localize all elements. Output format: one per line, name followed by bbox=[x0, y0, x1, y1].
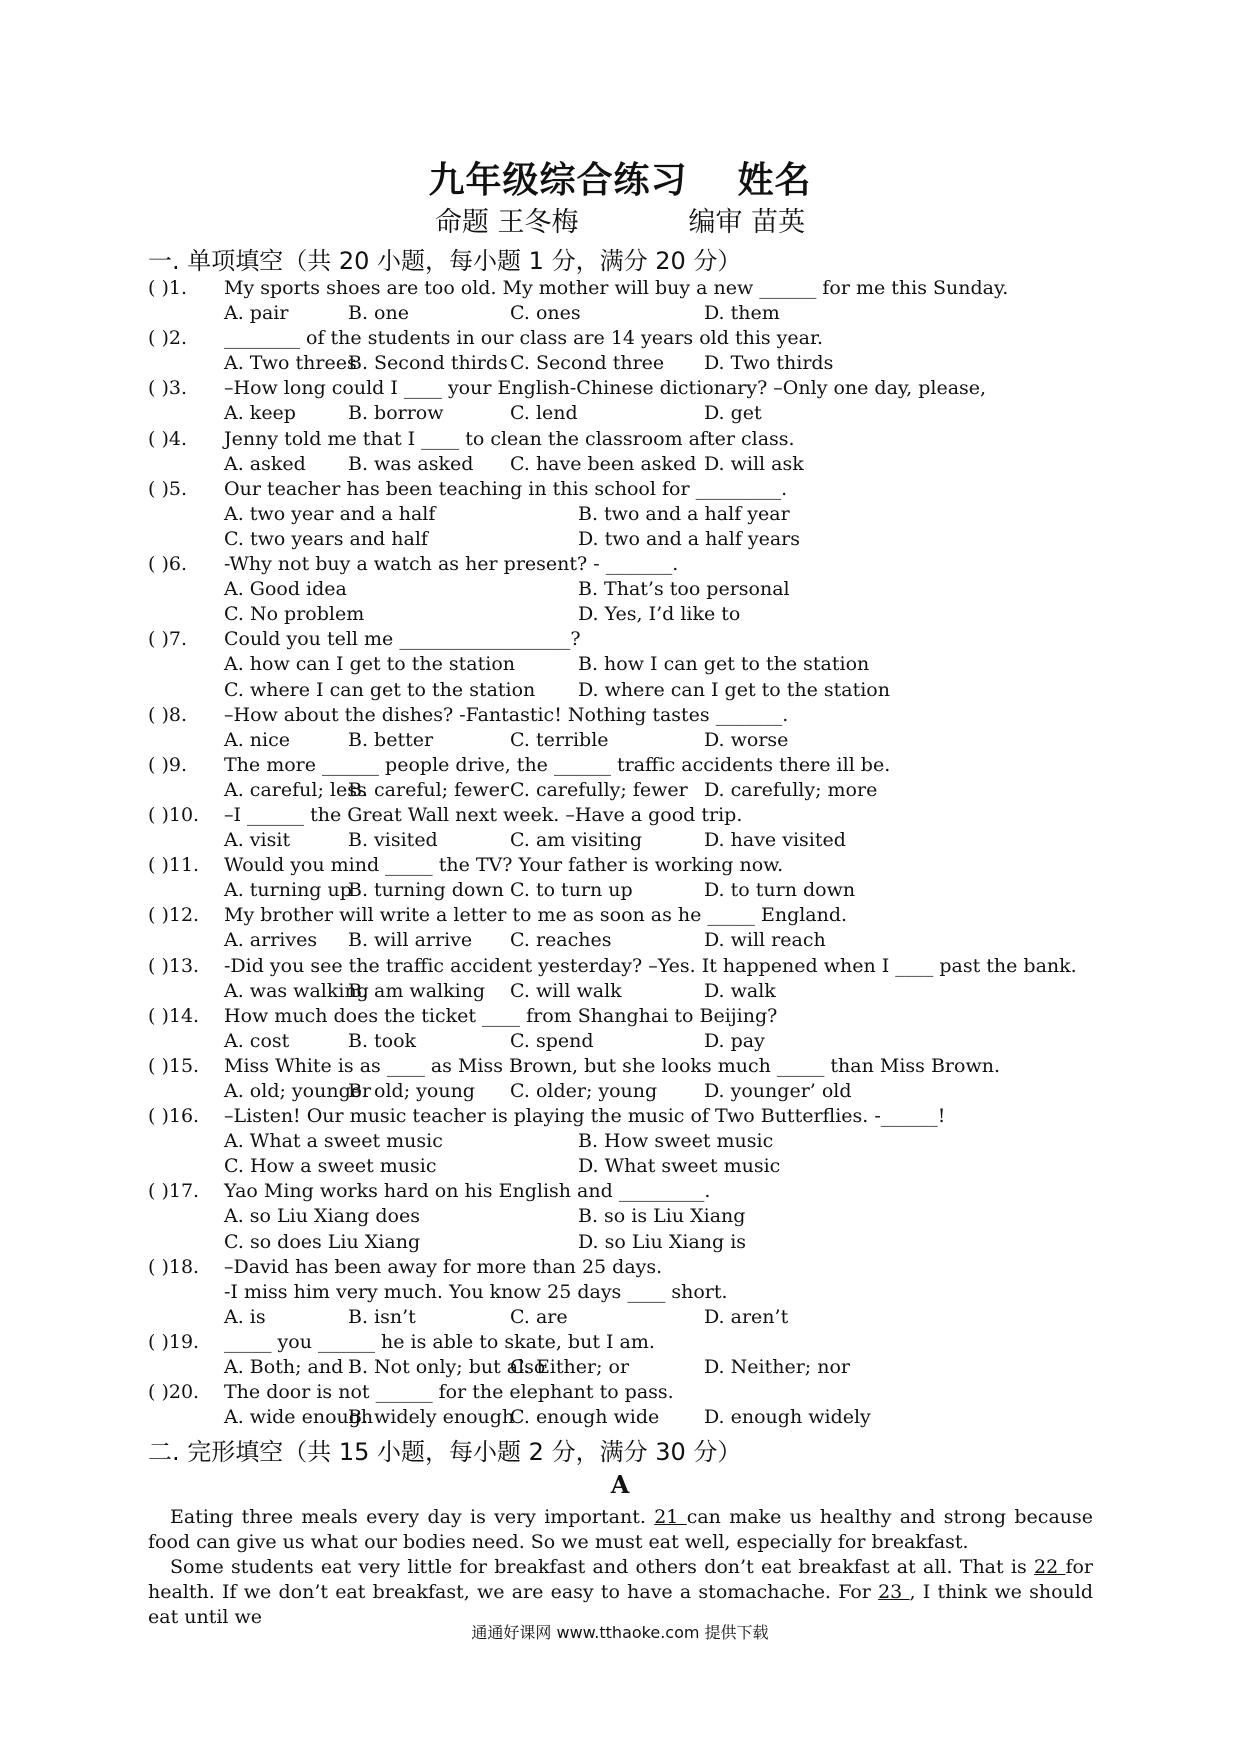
option-b: B. one bbox=[348, 302, 409, 325]
option-c: C. Either; or bbox=[510, 1356, 630, 1379]
question-stem: Jenny told me that I ____ to clean the classroom after class. bbox=[224, 427, 795, 450]
question-stem: Would you mind _____ the TV? Your father is working now. bbox=[224, 854, 784, 877]
option-a: A. two year and a half bbox=[224, 502, 436, 525]
question-stem-line bbox=[148, 853, 1098, 878]
option-c: C. spend bbox=[510, 1029, 594, 1052]
option-d: D. carefully; more bbox=[704, 778, 878, 801]
option-d: D. will ask bbox=[704, 452, 804, 475]
question-stem: _____ you ______ he is able to skate, but I am. bbox=[224, 1330, 655, 1353]
answer-blank[interactable]: ( )5. bbox=[148, 477, 187, 500]
question-stem-line bbox=[148, 276, 1098, 301]
answer-blank[interactable]: ( )4. bbox=[148, 427, 187, 450]
option-b: B. so is Liu Xiang bbox=[578, 1205, 746, 1228]
question-stem-line bbox=[148, 903, 1098, 928]
page-subtitle bbox=[0, 200, 1240, 239]
option-row bbox=[148, 452, 1098, 477]
option-c: C. No problem bbox=[224, 603, 365, 626]
option-row bbox=[148, 778, 1098, 803]
question-stem-line bbox=[148, 954, 1098, 979]
question-item bbox=[148, 326, 1098, 376]
question-item bbox=[148, 376, 1098, 426]
question-item bbox=[148, 276, 1098, 326]
option-d: D. two and a half years bbox=[578, 527, 800, 550]
option-d: D. will reach bbox=[704, 929, 826, 952]
option-b: B. visited bbox=[348, 829, 438, 852]
question-stem: Yao Ming works hard on his English and _________. bbox=[224, 1180, 711, 1203]
option-d: D. Neither; nor bbox=[704, 1356, 850, 1379]
option-b: B. old; young bbox=[348, 1080, 475, 1102]
question-stem: -I miss him very much. You know 25 days ____ short. bbox=[224, 1280, 728, 1303]
option-row bbox=[148, 878, 1098, 903]
question-stem-line bbox=[148, 1330, 1098, 1355]
option-c: C. two years and half bbox=[224, 527, 428, 550]
option-d: D. walk bbox=[704, 979, 776, 1002]
question-stem-line bbox=[148, 552, 1098, 577]
option-b: B. How sweet music bbox=[578, 1130, 774, 1153]
option-c: C. will walk bbox=[510, 979, 622, 1002]
question-stem: Our teacher has been teaching in this school for _________. bbox=[224, 477, 788, 500]
option-row bbox=[148, 502, 1098, 527]
section2-heading: 二. 完形填空（共 15 小题，每小题 2 分，满分 30 分） bbox=[148, 1438, 742, 1466]
question-stem-line bbox=[148, 1054, 1098, 1079]
option-d: D. worse bbox=[704, 728, 789, 751]
option-row bbox=[148, 728, 1098, 753]
blank-22: 22 bbox=[1034, 1556, 1066, 1578]
option-d: D. where can I get to the station bbox=[578, 678, 890, 701]
question-stem-line bbox=[148, 627, 1098, 652]
question-stem: –How long could I ____ your English-Chinese dictionary? –Only one day, please, bbox=[224, 377, 987, 400]
name-label: 姓名 bbox=[737, 160, 812, 201]
option-a: A. wide enough bbox=[224, 1406, 374, 1429]
answer-blank[interactable]: ( )13. bbox=[148, 954, 200, 977]
option-a: A. old; younger bbox=[224, 1080, 372, 1102]
option-row bbox=[148, 1154, 1098, 1179]
question-stem-line bbox=[148, 803, 1098, 828]
question-item bbox=[148, 954, 1098, 1004]
cloze-passage bbox=[148, 1505, 1093, 1630]
question-stem-line bbox=[148, 1255, 1098, 1280]
option-row bbox=[148, 1355, 1098, 1380]
option-a: A. pair bbox=[224, 302, 289, 325]
option-d: D. to turn down bbox=[704, 879, 856, 902]
option-a: A. nice bbox=[224, 728, 290, 751]
option-row bbox=[148, 1129, 1098, 1154]
option-row bbox=[148, 351, 1098, 376]
question-stem-line bbox=[148, 477, 1098, 502]
question-stem-line bbox=[148, 1104, 1098, 1129]
option-c: C. have been asked bbox=[510, 452, 697, 475]
option-b: B. better bbox=[348, 728, 434, 751]
option-c: C. are bbox=[510, 1305, 568, 1328]
option-c: C. to turn up bbox=[510, 879, 633, 902]
question-stem: –How about the dishes? -Fantastic! Nothing tastes _______. bbox=[224, 703, 789, 726]
option-d: D. Two thirds bbox=[704, 352, 834, 375]
question-item bbox=[148, 1255, 1098, 1330]
answer-blank[interactable]: ( )7. bbox=[148, 628, 187, 651]
option-d: D. pay bbox=[704, 1029, 765, 1052]
option-row bbox=[148, 577, 1098, 602]
question-item bbox=[148, 427, 1098, 477]
option-c: C. carefully; fewer bbox=[510, 778, 688, 801]
option-row bbox=[148, 1079, 1098, 1104]
answer-blank[interactable]: ( )10. bbox=[148, 803, 200, 826]
option-d: D. get bbox=[704, 402, 762, 425]
option-row bbox=[148, 1029, 1098, 1054]
question-stem: –I ______ the Great Wall next week. –Have a good trip. bbox=[224, 803, 743, 826]
option-d: D. What sweet music bbox=[578, 1155, 781, 1178]
answer-blank[interactable]: ( )6. bbox=[148, 553, 187, 576]
answer-blank[interactable]: ( )12. bbox=[148, 904, 200, 927]
question-item bbox=[148, 1380, 1098, 1430]
answer-blank[interactable]: ( )11. bbox=[148, 854, 200, 877]
option-a: A. careful; less bbox=[224, 778, 367, 801]
question-stem-line bbox=[148, 1280, 1098, 1305]
answer-blank[interactable]: ( )2. bbox=[148, 327, 187, 350]
blank-21: 21 bbox=[654, 1506, 687, 1528]
option-c: C. older; young bbox=[510, 1080, 658, 1102]
page-title bbox=[0, 152, 1240, 203]
option-a: A. arrives bbox=[224, 929, 318, 952]
option-row bbox=[148, 828, 1098, 853]
question-stem-line bbox=[148, 326, 1098, 351]
question-stem: The door is not ______ for the elephant to pass. bbox=[224, 1381, 674, 1404]
setter-label: 命题 王冬梅 bbox=[434, 207, 579, 238]
option-row bbox=[148, 1204, 1098, 1229]
question-stem: –David has been away for more than 25 days. bbox=[224, 1255, 663, 1278]
option-a: A. cost bbox=[224, 1029, 290, 1052]
option-row bbox=[148, 301, 1098, 326]
question-list bbox=[148, 276, 1098, 1430]
question-item bbox=[148, 903, 1098, 953]
answer-blank[interactable]: ( )16. bbox=[148, 1105, 200, 1128]
option-c: C. reaches bbox=[510, 929, 612, 952]
option-a: A. asked bbox=[224, 452, 306, 475]
option-c: C. enough wide bbox=[510, 1406, 660, 1429]
question-item bbox=[148, 803, 1098, 853]
option-c: C. lend bbox=[510, 402, 578, 425]
option-c: C. Second three bbox=[510, 352, 665, 375]
answer-blank[interactable]: ( )20. bbox=[148, 1381, 200, 1404]
option-row bbox=[148, 1405, 1098, 1430]
option-b: B. careful; fewer bbox=[348, 778, 509, 801]
option-a: A. is bbox=[224, 1305, 266, 1328]
option-row bbox=[148, 979, 1098, 1004]
answer-blank[interactable]: ( )18. bbox=[148, 1255, 200, 1278]
question-stem: -Why not buy a watch as her present? - _______. bbox=[224, 553, 679, 576]
option-b: B. two and a half year bbox=[578, 502, 790, 525]
answer-blank[interactable]: ( )17. bbox=[148, 1180, 200, 1203]
option-row bbox=[148, 527, 1098, 552]
question-stem-line bbox=[148, 703, 1098, 728]
answer-blank[interactable]: ( )8. bbox=[148, 703, 187, 726]
option-a: A. visit bbox=[224, 829, 291, 852]
question-stem: –Listen! Our music teacher is playing the music of Two Butterflies. -______! bbox=[224, 1105, 946, 1128]
option-row bbox=[148, 1230, 1098, 1255]
option-a: A. Both; and bbox=[224, 1356, 344, 1379]
option-d: D. younger’ old bbox=[704, 1080, 852, 1102]
question-stem: My sports shoes are too old. My mother will buy a new ______ for me this Sunday. bbox=[224, 277, 1009, 299]
passage-paragraph: Eating three meals every day is very important. 21 can make us healthy and strong because food can give us what our bodies need. So we must eat well, especially for breakfast. bbox=[148, 1506, 1093, 1553]
option-d: D. Yes, I’d like to bbox=[578, 603, 741, 626]
question-item bbox=[148, 627, 1098, 702]
question-stem-line bbox=[148, 753, 1098, 778]
question-stem-line bbox=[148, 1179, 1098, 1204]
option-d: D. have visited bbox=[704, 829, 846, 852]
answer-blank[interactable]: ( )15. bbox=[148, 1054, 200, 1077]
question-item bbox=[148, 1330, 1098, 1380]
option-b: B. will arrive bbox=[348, 929, 473, 952]
question-stem-line bbox=[148, 376, 1098, 401]
question-item bbox=[148, 1004, 1098, 1054]
answer-blank[interactable]: ( )9. bbox=[148, 753, 187, 776]
question-item bbox=[148, 1104, 1098, 1179]
question-stem-line bbox=[148, 1004, 1098, 1029]
question-stem: Could you tell me __________________? bbox=[224, 628, 581, 651]
question-item bbox=[148, 1179, 1098, 1254]
question-stem-line bbox=[148, 1380, 1098, 1405]
question-stem: Miss White is as ____ as Miss Brown, but she looks much _____ than Miss Brown. bbox=[224, 1054, 1000, 1077]
question-item bbox=[148, 753, 1098, 803]
option-d: D. them bbox=[704, 302, 780, 325]
option-a: A. turning up bbox=[224, 879, 352, 902]
option-b: B. isn’t bbox=[348, 1305, 416, 1328]
question-stem: The more ______ people drive, the ______ traffic accidents there ill be. bbox=[224, 753, 891, 776]
option-a: A. was walking bbox=[224, 979, 369, 1002]
option-b: B. That’s too personal bbox=[578, 578, 790, 601]
option-row bbox=[148, 401, 1098, 426]
reviewer-label: 编审 苗英 bbox=[688, 207, 806, 238]
answer-blank[interactable]: ( )1. bbox=[148, 277, 187, 299]
option-a: A. keep bbox=[224, 402, 296, 425]
question-stem: -Did you see the traffic accident yesterday? –Yes. It happened when I ____ past the bank. bbox=[224, 954, 1077, 977]
option-a: A. What a sweet music bbox=[224, 1130, 443, 1153]
option-a: A. so Liu Xiang does bbox=[224, 1205, 420, 1228]
title-text: 九年级综合练习 bbox=[428, 160, 688, 201]
answer-blank[interactable]: ( )19. bbox=[148, 1330, 200, 1353]
question-item bbox=[148, 477, 1098, 552]
answer-blank[interactable]: ( )14. bbox=[148, 1004, 200, 1027]
option-b: B. am walking bbox=[348, 979, 486, 1002]
option-b: B. turning down bbox=[348, 879, 504, 902]
option-a: A. how can I get to the station bbox=[224, 653, 516, 676]
question-item bbox=[148, 853, 1098, 903]
question-stem: ________ of the students in our class are 14 years old this year. bbox=[224, 327, 824, 350]
option-c: C. where I can get to the station bbox=[224, 678, 536, 701]
answer-blank[interactable]: ( )3. bbox=[148, 377, 187, 400]
option-d: D. enough widely bbox=[704, 1406, 871, 1429]
question-stem: My brother will write a letter to me as soon as he _____ England. bbox=[224, 904, 848, 927]
option-c: C. so does Liu Xiang bbox=[224, 1230, 421, 1253]
option-b: B. Second thirds bbox=[348, 352, 508, 375]
option-c: C. terrible bbox=[510, 728, 609, 751]
passage-paragraph: Some students eat very little for breakfast and others don’t eat breakfast at all. That is 22 for health. If we don’t eat breakfast, we are easy to have a stomachache. For 23 , I think we should eat until we bbox=[148, 1556, 1094, 1628]
option-a: A. Two threes bbox=[224, 352, 357, 375]
question-stem: How much does the ticket ____ from Shanghai to Beijing? bbox=[224, 1004, 778, 1027]
question-item bbox=[148, 552, 1098, 627]
question-item bbox=[148, 1054, 1098, 1104]
option-a: A. Good idea bbox=[224, 578, 347, 601]
option-row bbox=[148, 1305, 1098, 1330]
question-item bbox=[148, 703, 1098, 753]
option-b: B. was asked bbox=[348, 452, 474, 475]
part-label: A bbox=[610, 1470, 630, 1499]
footer-text: 通通好课网 www.tthaoke.com 提供下载 bbox=[471, 1623, 769, 1642]
option-c: C. ones bbox=[510, 302, 581, 325]
blank-23: 23 bbox=[878, 1581, 910, 1603]
section1-heading: 一. 单项填空（共 20 小题，每小题 1 分，满分 20 分） bbox=[148, 247, 742, 275]
option-row bbox=[148, 652, 1098, 677]
option-c: C. am visiting bbox=[510, 829, 643, 852]
option-b: B. borrow bbox=[348, 402, 444, 425]
option-d: D. aren’t bbox=[704, 1305, 789, 1328]
option-b: B. how I can get to the station bbox=[578, 653, 870, 676]
option-c: C. How a sweet music bbox=[224, 1155, 437, 1178]
option-b: B. took bbox=[348, 1029, 417, 1052]
question-stem-line bbox=[148, 427, 1098, 452]
option-b: B. widely enough bbox=[348, 1406, 515, 1429]
option-row bbox=[148, 678, 1098, 703]
option-b: B. Not only; but also bbox=[348, 1356, 546, 1379]
option-d: D. so Liu Xiang is bbox=[578, 1230, 747, 1253]
option-row bbox=[148, 928, 1098, 953]
option-row bbox=[148, 602, 1098, 627]
